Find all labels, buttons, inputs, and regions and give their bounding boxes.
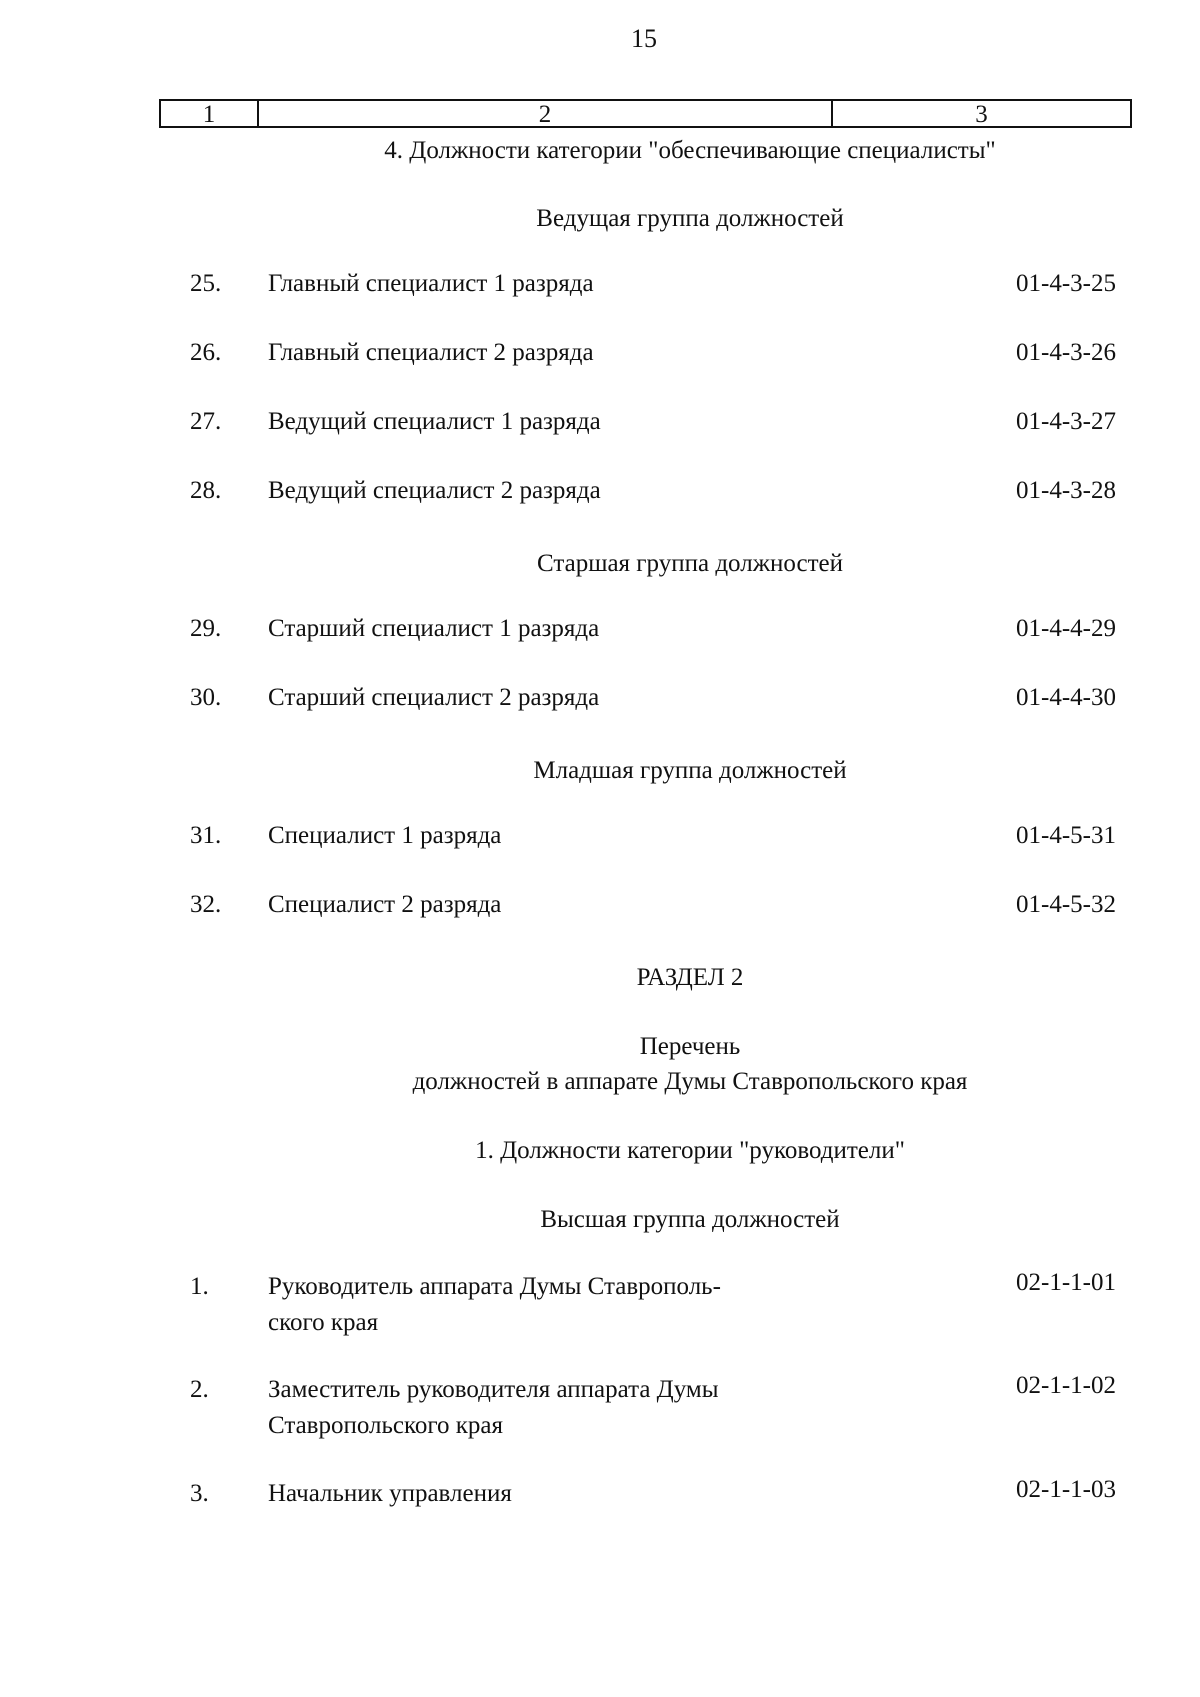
item-title: Начальник управления [268,1480,512,1507]
item-title: Старший специалист 1 разряда [268,615,600,642]
item-title [268,1372,828,1444]
group-heading-senior: Старшая группа должностей [537,550,843,577]
item-title-line2: Ставропольского края [268,1412,503,1439]
item-number: 2. [190,1376,209,1403]
column-header-table [159,99,1132,128]
group-heading-leading: Ведущая группа должностей [536,205,844,232]
item-title: Ведущий специалист 1 разряда [268,408,601,435]
item-title-line2: ского края [268,1309,379,1336]
item-number: 3. [190,1480,209,1507]
category1-heading: 1. Должности категории "руководители" [475,1137,905,1164]
group-heading-junior: Младшая группа должностей [533,757,847,784]
column-header-3: 3 [975,101,988,128]
item-title: Ведущий специалист 2 разряда [268,477,601,504]
item-number: 27. [190,408,222,435]
item-title-line1: Заместитель руководителя аппарата Думы [268,1376,719,1403]
item-number: 28. [190,477,222,504]
item-number: 32. [190,891,222,918]
item-code: 01-4-5-32 [1016,891,1116,918]
item-number: 30. [190,684,222,711]
item-title: Старший специалист 2 разряда [268,684,600,711]
column-header-1: 1 [161,101,259,126]
item-number: 26. [190,339,222,366]
list-title-line2: должностей в аппарате Думы Ставропольского края [412,1068,968,1095]
item-title-line1: Руководитель аппарата Думы Ставрополь- [268,1273,721,1300]
item-code: 02-1-1-03 [1016,1476,1116,1503]
section4-heading: 4. Должности категории "обеспечивающие специалисты" [384,137,996,164]
item-number: 31. [190,822,222,849]
item-number: 1. [190,1273,209,1300]
item-code: 01-4-5-31 [1016,822,1116,849]
item-code: 02-1-1-02 [1016,1372,1116,1399]
item-title: Специалист 1 разряда [268,822,502,849]
item-code: 01-4-4-30 [1016,684,1116,711]
item-title: Специалист 2 разряда [268,891,502,918]
item-code: 01-4-3-27 [1016,408,1116,435]
item-code: 01-4-3-26 [1016,339,1116,366]
item-code: 02-1-1-01 [1016,1269,1116,1296]
list-title-line1: Перечень [639,1033,741,1060]
item-code: 01-4-3-25 [1016,270,1116,297]
group-heading-highest: Высшая группа должностей [540,1206,840,1233]
item-title: Главный специалист 1 разряда [268,270,594,297]
page-number: 15 [631,24,657,53]
column-header-2: 2 [259,101,833,126]
item-number: 25. [190,270,222,297]
item-title [268,1269,828,1341]
item-code: 01-4-4-29 [1016,615,1116,642]
item-number: 29. [190,615,222,642]
section2-title: РАЗДЕЛ 2 [636,964,744,991]
item-title: Главный специалист 2 разряда [268,339,594,366]
item-code: 01-4-3-28 [1016,477,1116,504]
